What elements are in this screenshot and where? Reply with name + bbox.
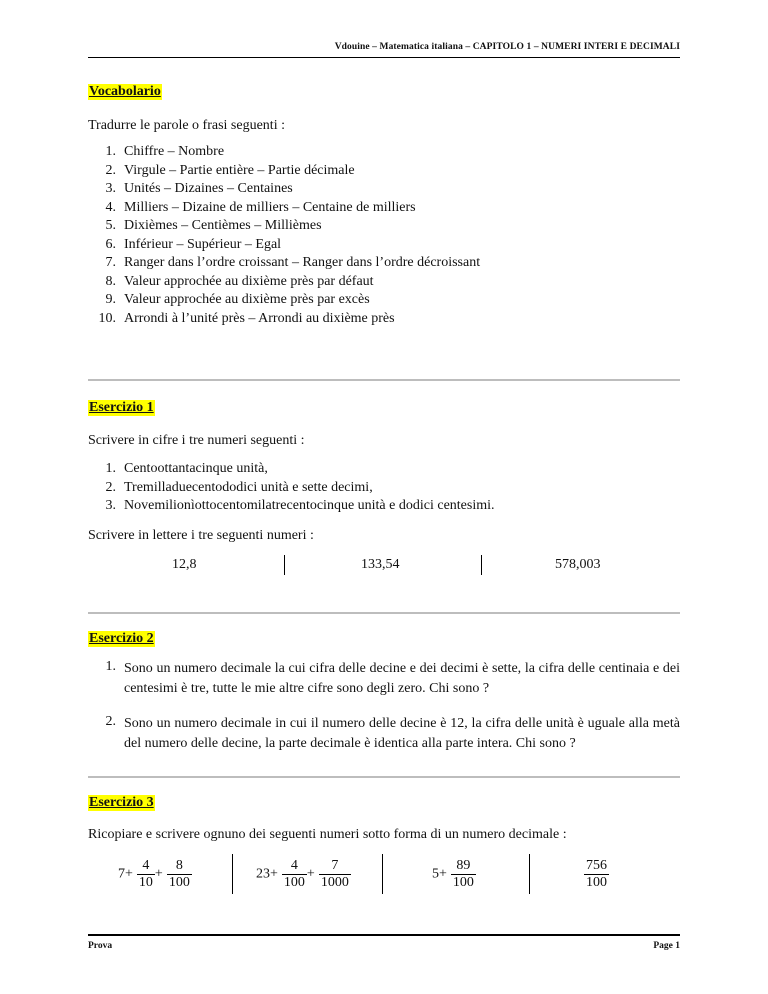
fraction: $\frac{89}{100}$ <box>452 858 474 890</box>
fraction: $\frac{8}{100}$ <box>168 858 190 890</box>
expression-3: 5+ $\frac{89}{100}$ <box>432 858 474 890</box>
column-separator <box>481 555 482 575</box>
header-rule <box>88 57 680 58</box>
list-item: 3. Unités – Dizaines – Centaines <box>105 181 293 196</box>
fraction: $\frac{7}{1000}$ <box>320 858 349 890</box>
expression-1: 7+ $\frac{4}{10}$ + $\frac{8}{100}$ <box>118 858 190 890</box>
es1-instruction-2: Scrivere in lettere i tre seguenti numeri : <box>88 528 314 543</box>
es1-heading: Esercizio 1 <box>89 400 154 415</box>
footer-left: Prova <box>88 941 113 951</box>
list-item: 1. Chiffre – Nombre <box>105 144 225 159</box>
vocab-list <box>88 143 480 328</box>
es2-heading: Esercizio 2 <box>89 631 154 646</box>
list-item: 9. Valeur approchée au dixième près par excès <box>105 292 370 307</box>
list-item: 4. Milliers – Dizaine de milliers – Centaine de milliers <box>105 199 416 215</box>
list-item: 8. Valeur approchée au dixième près par défaut <box>105 273 374 289</box>
list-item: 2. Virgule – Partie entière – Partie décimale <box>105 162 355 178</box>
item-number: 2. <box>105 714 116 729</box>
list-item: 10. Arrondi à l’unité près – Arrondi au dixième près <box>98 310 395 326</box>
section-divider <box>88 379 680 381</box>
list-item: 5. Dixièmes – Centièmes – Millièmes <box>105 218 322 233</box>
number-cell: 578,003 <box>555 557 601 572</box>
es2-question-text: Sono un numero decimale in cui il numero delle decine è 12, la cifra delle unità è uguale alla metà del numero delle decine, la parte decimale è identica alla parte intera. Chi sono ? <box>124 716 680 751</box>
vocab-instruction: Tradurre le parole o frasi seguenti : <box>88 118 285 133</box>
footer-page-number: Page 1 <box>653 941 680 951</box>
column-separator <box>529 854 530 894</box>
es3-heading: Esercizio 3 <box>89 795 154 810</box>
page-header: Vdouine – Matematica italiana – CAPITOLO 1 – NUMERI INTERI E DECIMALI <box>334 42 680 52</box>
expression-4 <box>584 858 609 891</box>
list-item: 1. Centoottantacinque unità, <box>105 461 268 476</box>
section-divider <box>88 612 680 614</box>
es2-question-text: Sono un numero decimale la cui cifra delle decine e dei decimi è sette, la cifra delle centinaia e dei centesimi è tre, tutte le mie altre cifre sono degli zero. Chi sono ? <box>124 661 680 696</box>
list-item: 6. Inférieur – Supérieur – Egal <box>105 236 282 252</box>
column-separator <box>382 854 383 894</box>
section-divider <box>88 776 680 778</box>
es1-list <box>88 460 495 516</box>
expression-2: 23+ $\frac{4}{100}$ + $\frac{7}{1000}$ <box>256 858 349 890</box>
fraction: $\frac{4}{10}$ <box>138 858 153 890</box>
es2-item-2 <box>88 714 680 754</box>
list-item: 3. Novemilionìottocentomilatrecentocinque unità e dodici centesimi. <box>105 498 495 513</box>
es1-instruction-1: Scrivere in cifre i tre numeri seguenti : <box>88 433 305 448</box>
column-separator <box>232 854 233 894</box>
vocab-heading: Vocabolario <box>89 84 161 99</box>
fraction: $\frac{756}{100}$ <box>586 858 607 890</box>
list-item: 7. Ranger dans l’ordre croissant – Ranger dans l’ordre décroissant <box>105 255 481 270</box>
number-cell: 12,8 <box>172 557 197 572</box>
list-item: 2. Tremilladuecentododici unità e sette decimi, <box>105 479 373 495</box>
footer-rule <box>88 934 680 936</box>
es3-instruction: Ricopiare e scrivere ognuno dei seguenti numeri sotto forma di un numero decimale : <box>88 827 567 842</box>
es2-item-1 <box>88 659 680 699</box>
number-cell: 133,54 <box>361 557 400 572</box>
column-separator <box>284 555 285 575</box>
fraction: $\frac{4}{100}$ <box>283 858 305 890</box>
item-number: 1. <box>105 659 116 674</box>
